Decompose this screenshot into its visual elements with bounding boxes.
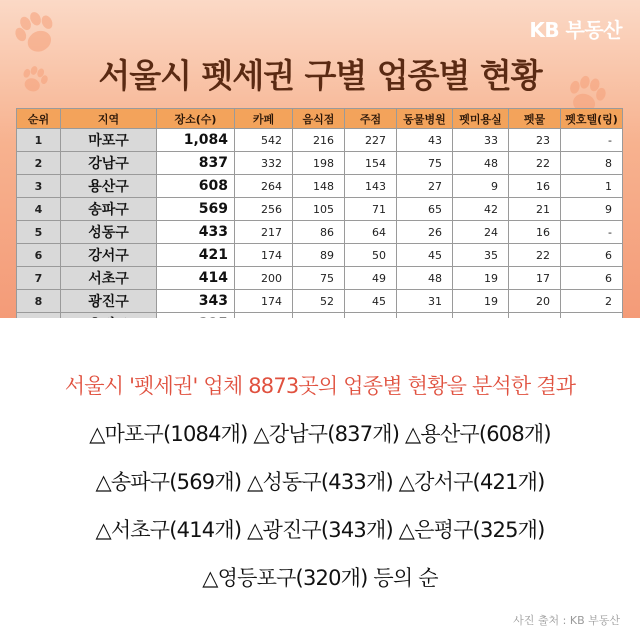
table-cell: 421 — [157, 244, 235, 267]
table-cell: 143 — [345, 175, 397, 198]
district-cell: 용산구 — [61, 175, 157, 198]
ranking-line: △송파구(569개) △성동구(433개) △강서구(421개) — [95, 470, 545, 494]
table-cell: 4 — [17, 198, 61, 221]
column-header: 펫물 — [509, 109, 561, 129]
table-cell: 49 — [345, 267, 397, 290]
district-cell: 송파구 — [61, 198, 157, 221]
column-header: 카페 — [235, 109, 293, 129]
table-cell: 35 — [453, 244, 509, 267]
table-cell: 31 — [397, 290, 453, 313]
table-cell: 16 — [509, 221, 561, 244]
table-cell: 414 — [157, 267, 235, 290]
table-cell: 45 — [397, 244, 453, 267]
table-cell: 105 — [293, 198, 345, 221]
table-cell: 71 — [345, 198, 397, 221]
table-cell: 27 — [397, 175, 453, 198]
table-cell: 216 — [293, 129, 345, 152]
table-cell: 24 — [453, 221, 509, 244]
table-cell: 52 — [293, 290, 345, 313]
column-header: 지역 — [61, 109, 157, 129]
table-cell: 45 — [345, 290, 397, 313]
ranking-line: △마포구(1084개) △강남구(837개) △용산구(608개) — [89, 422, 551, 446]
district-cell: 마포구 — [61, 129, 157, 152]
table-cell: 33 — [453, 129, 509, 152]
table-cell: 23 — [509, 129, 561, 152]
table-row — [17, 152, 623, 175]
district-cell: 광진구 — [61, 290, 157, 313]
table-cell: 43 — [397, 129, 453, 152]
table-row — [17, 267, 623, 290]
ranking-line: △서초구(414개) △광진구(343개) △은평구(325개) — [95, 518, 545, 542]
table-cell: 217 — [235, 221, 293, 244]
column-header: 순위 — [17, 109, 61, 129]
table-cell: 75 — [293, 267, 345, 290]
table-cell: 22 — [509, 244, 561, 267]
table-cell: 22 — [509, 152, 561, 175]
table-cell: 17 — [509, 267, 561, 290]
table-cell: - — [561, 129, 623, 152]
district-cell: 강서구 — [61, 244, 157, 267]
page-title: 서울시 펫세권 구별 업종별 현황 — [98, 56, 542, 95]
column-header: 장소(수) — [157, 109, 235, 129]
table-cell: 332 — [235, 152, 293, 175]
table-cell: 227 — [345, 129, 397, 152]
table-cell: 433 — [157, 221, 235, 244]
table-cell: 569 — [157, 198, 235, 221]
table-cell: 148 — [293, 175, 345, 198]
table-cell: 50 — [345, 244, 397, 267]
table-cell: 9 — [453, 175, 509, 198]
table-row — [17, 129, 623, 152]
column-header: 동물병원 — [397, 109, 453, 129]
table-cell: 75 — [397, 152, 453, 175]
column-header: 음식점 — [293, 109, 345, 129]
table-cell: 6 — [17, 244, 61, 267]
table-cell: 42 — [453, 198, 509, 221]
table-cell: 6 — [561, 267, 623, 290]
table-cell: 20 — [509, 290, 561, 313]
table-cell: 2 — [561, 290, 623, 313]
district-table — [16, 108, 622, 322]
table-cell: 1 — [17, 129, 61, 152]
table-row — [17, 244, 623, 267]
table-cell: 64 — [345, 221, 397, 244]
table-cell: 5 — [17, 221, 61, 244]
table-cell: 200 — [235, 267, 293, 290]
table-cell: 3 — [17, 175, 61, 198]
table-cell: - — [561, 221, 623, 244]
table-cell: 9 — [561, 198, 623, 221]
table-cell: 154 — [345, 152, 397, 175]
table-cell: 1 — [561, 175, 623, 198]
table-cell: 2 — [17, 152, 61, 175]
column-header: 주점 — [345, 109, 397, 129]
table-cell: 174 — [235, 244, 293, 267]
ranking-line: △영등포구(320개) 등의 순 — [202, 566, 438, 590]
table-row — [17, 175, 623, 198]
table-cell: 1,084 — [157, 129, 235, 152]
column-header: 펫호텔(링) — [561, 109, 623, 129]
table-cell: 19 — [453, 290, 509, 313]
article-text — [0, 318, 640, 640]
photo-credit: 사진 출처 : KB 부동산 — [513, 614, 620, 627]
table-cell: 19 — [453, 267, 509, 290]
table-cell: 48 — [397, 267, 453, 290]
brand-logo: KB 부동산 — [529, 18, 622, 42]
table-cell: 608 — [157, 175, 235, 198]
table-cell: 837 — [157, 152, 235, 175]
table-header-row — [17, 109, 623, 129]
table-row — [17, 198, 623, 221]
table-cell: 542 — [235, 129, 293, 152]
table-cell: 26 — [397, 221, 453, 244]
table-cell: 7 — [17, 267, 61, 290]
table-cell: 89 — [293, 244, 345, 267]
table-cell: 21 — [509, 198, 561, 221]
table-cell: 86 — [293, 221, 345, 244]
table-row — [17, 290, 623, 313]
banner-image — [0, 0, 640, 318]
district-cell: 성동구 — [61, 221, 157, 244]
table-cell: 48 — [453, 152, 509, 175]
table-cell: 256 — [235, 198, 293, 221]
table-cell: 174 — [235, 290, 293, 313]
district-cell: 강남구 — [61, 152, 157, 175]
headline: 서울시 '펫세권' 업체 8873곳의 업종별 현황을 분석한 결과 — [64, 374, 576, 398]
table-cell: 343 — [157, 290, 235, 313]
table-cell: 65 — [397, 198, 453, 221]
table-cell: 8 — [17, 290, 61, 313]
district-cell: 서초구 — [61, 267, 157, 290]
table-cell: 198 — [293, 152, 345, 175]
column-header: 펫미용실 — [453, 109, 509, 129]
table-cell: 16 — [509, 175, 561, 198]
table-cell: 6 — [561, 244, 623, 267]
table-row — [17, 221, 623, 244]
table-cell: 8 — [561, 152, 623, 175]
table-cell: 264 — [235, 175, 293, 198]
